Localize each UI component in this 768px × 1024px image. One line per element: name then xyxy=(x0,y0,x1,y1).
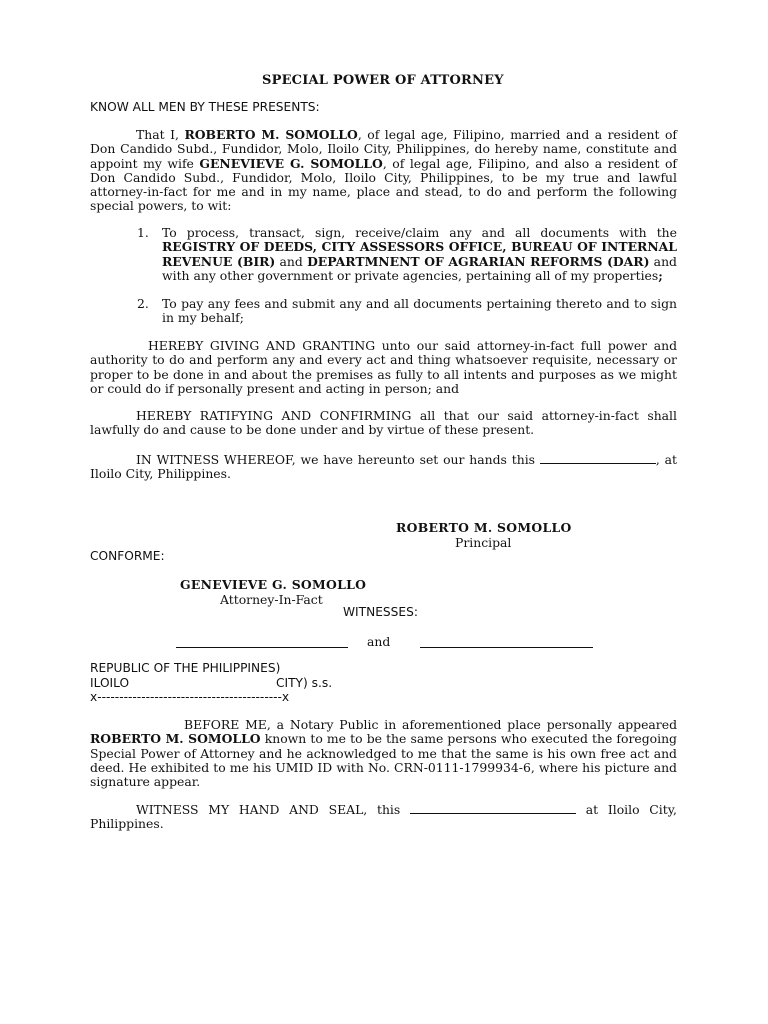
notary-text-1: BEFORE ME, a Notary Public in aforementioned place personally appeared xyxy=(184,717,677,732)
witness-hand-seal-paragraph xyxy=(90,802,677,832)
principal-signature-name: ROBERTO M. SOMOLLO xyxy=(396,520,572,535)
grant-text-1: That I, xyxy=(136,127,185,142)
in-witness-text-1: IN WITNESS WHEREOF, we have hereunto set our hands this xyxy=(136,452,540,467)
power-item-1-number: 1. xyxy=(137,225,149,240)
power-item-1-body xyxy=(162,226,677,283)
power-item-2-body: To pay any fees and submit any and all documents pertaining thereto and to sign in my behalf; xyxy=(162,296,677,326)
date-blank-line xyxy=(540,452,656,464)
item1-semicolon: ; xyxy=(658,267,663,283)
seal-date-blank-line xyxy=(410,802,576,814)
giving-granting-paragraph: HEREBY GIVING AND GRANTING unto our said attorney-in-fact full power and authority to do and perform any and every act and thing whatsoever requisite, necessary or proper to be done in and about the premises as fully to all intents and purposes as we might or could do if personally present and acting in person; and xyxy=(90,338,677,396)
document-page xyxy=(90,0,677,1024)
know-all-men-heading: KNOW ALL MEN BY THESE PRESENTS: xyxy=(90,100,320,114)
item1-agencies: REGISTRY OF DEEDS, CITY ASSESSORS OFFICE, BUREAU OF INTERNAL REVENUE (BIR) xyxy=(162,239,677,269)
attorney-signature-role: Attorney-In-Fact xyxy=(220,592,323,607)
venue-x-line: x------------------------------------------x xyxy=(90,690,290,704)
venue-republic: REPUBLIC OF THE PHILIPPINES) xyxy=(90,661,281,675)
witnesses-label: WITNESSES: xyxy=(343,605,418,619)
grant-text-3: , of legal age, Filipino, and also a resident of Don Candido Subd., Fundidor, Molo, Iloilo City, Philippines, to be my true and lawful attorney-in-fact for me and in my name, place and stead, to do and perform the following special powers, to wit: xyxy=(90,155,678,214)
hand-seal-text-2: at Iloilo City, Philippines. xyxy=(90,802,677,832)
notary-appearing-name: ROBERTO M. SOMOLLO xyxy=(90,731,261,747)
witness-1-signature-line xyxy=(176,647,348,648)
power-item-2 xyxy=(137,297,677,326)
principal-name: ROBERTO M. SOMOLLO xyxy=(184,127,358,142)
in-witness-text-2: , at Iloilo City, Philippines. xyxy=(90,452,677,482)
item1-text-1: To process, transact, sign, receive/claim any and all documents with the xyxy=(162,225,677,240)
power-item-1 xyxy=(137,226,677,283)
witness-2-signature-line xyxy=(420,647,593,648)
hand-seal-text-1: WITNESS MY HAND AND SEAL, this xyxy=(136,802,410,817)
witnesses-and: and xyxy=(367,634,391,649)
in-witness-paragraph xyxy=(90,452,677,482)
notary-text-2: known to me to be the same persons who executed the foregoing Special Power of Attorney and he acknowledged to me that the same is his own free act and deed. He exhibited to me his UMID ID with No. CRN-0111-1799934-6, where his picture and signature appear. xyxy=(90,731,677,790)
power-item-2-number: 2. xyxy=(137,296,149,311)
item1-text-3: and with any other government or private agencies, pertaining all of my properties xyxy=(162,253,677,283)
item1-dar: DEPARTMNENT OF AGRARIAN REFORMS (DAR) xyxy=(307,253,650,269)
venue-city-left: ILOILO xyxy=(90,676,130,690)
document-title: SPECIAL POWER OF ATTORNEY xyxy=(262,73,504,88)
item1-text-2: and xyxy=(275,253,308,269)
notary-acknowledgment-paragraph xyxy=(90,718,677,789)
grant-paragraph xyxy=(90,128,677,214)
attorney-name: GENEVIEVE G. SOMOLLO xyxy=(199,155,383,171)
conforme-label: CONFORME: xyxy=(90,549,165,563)
attorney-signature-name: GENEVIEVE G. SOMOLLO xyxy=(180,577,367,592)
grant-text-2: , of legal age, Filipino, married and a resident of Don Candido Subd., Fundidor, Molo, Iloilo City, Philippines, do hereby name, constitute and appoint my wife xyxy=(90,127,677,171)
ratifying-paragraph: HEREBY RATIFYING AND CONFIRMING all that our said attorney-in-fact shall lawfully do and cause to be done under and by virtue of these present. xyxy=(90,408,677,438)
venue-city-right: CITY) s.s. xyxy=(276,676,333,690)
principal-signature-role: Principal xyxy=(455,535,512,550)
